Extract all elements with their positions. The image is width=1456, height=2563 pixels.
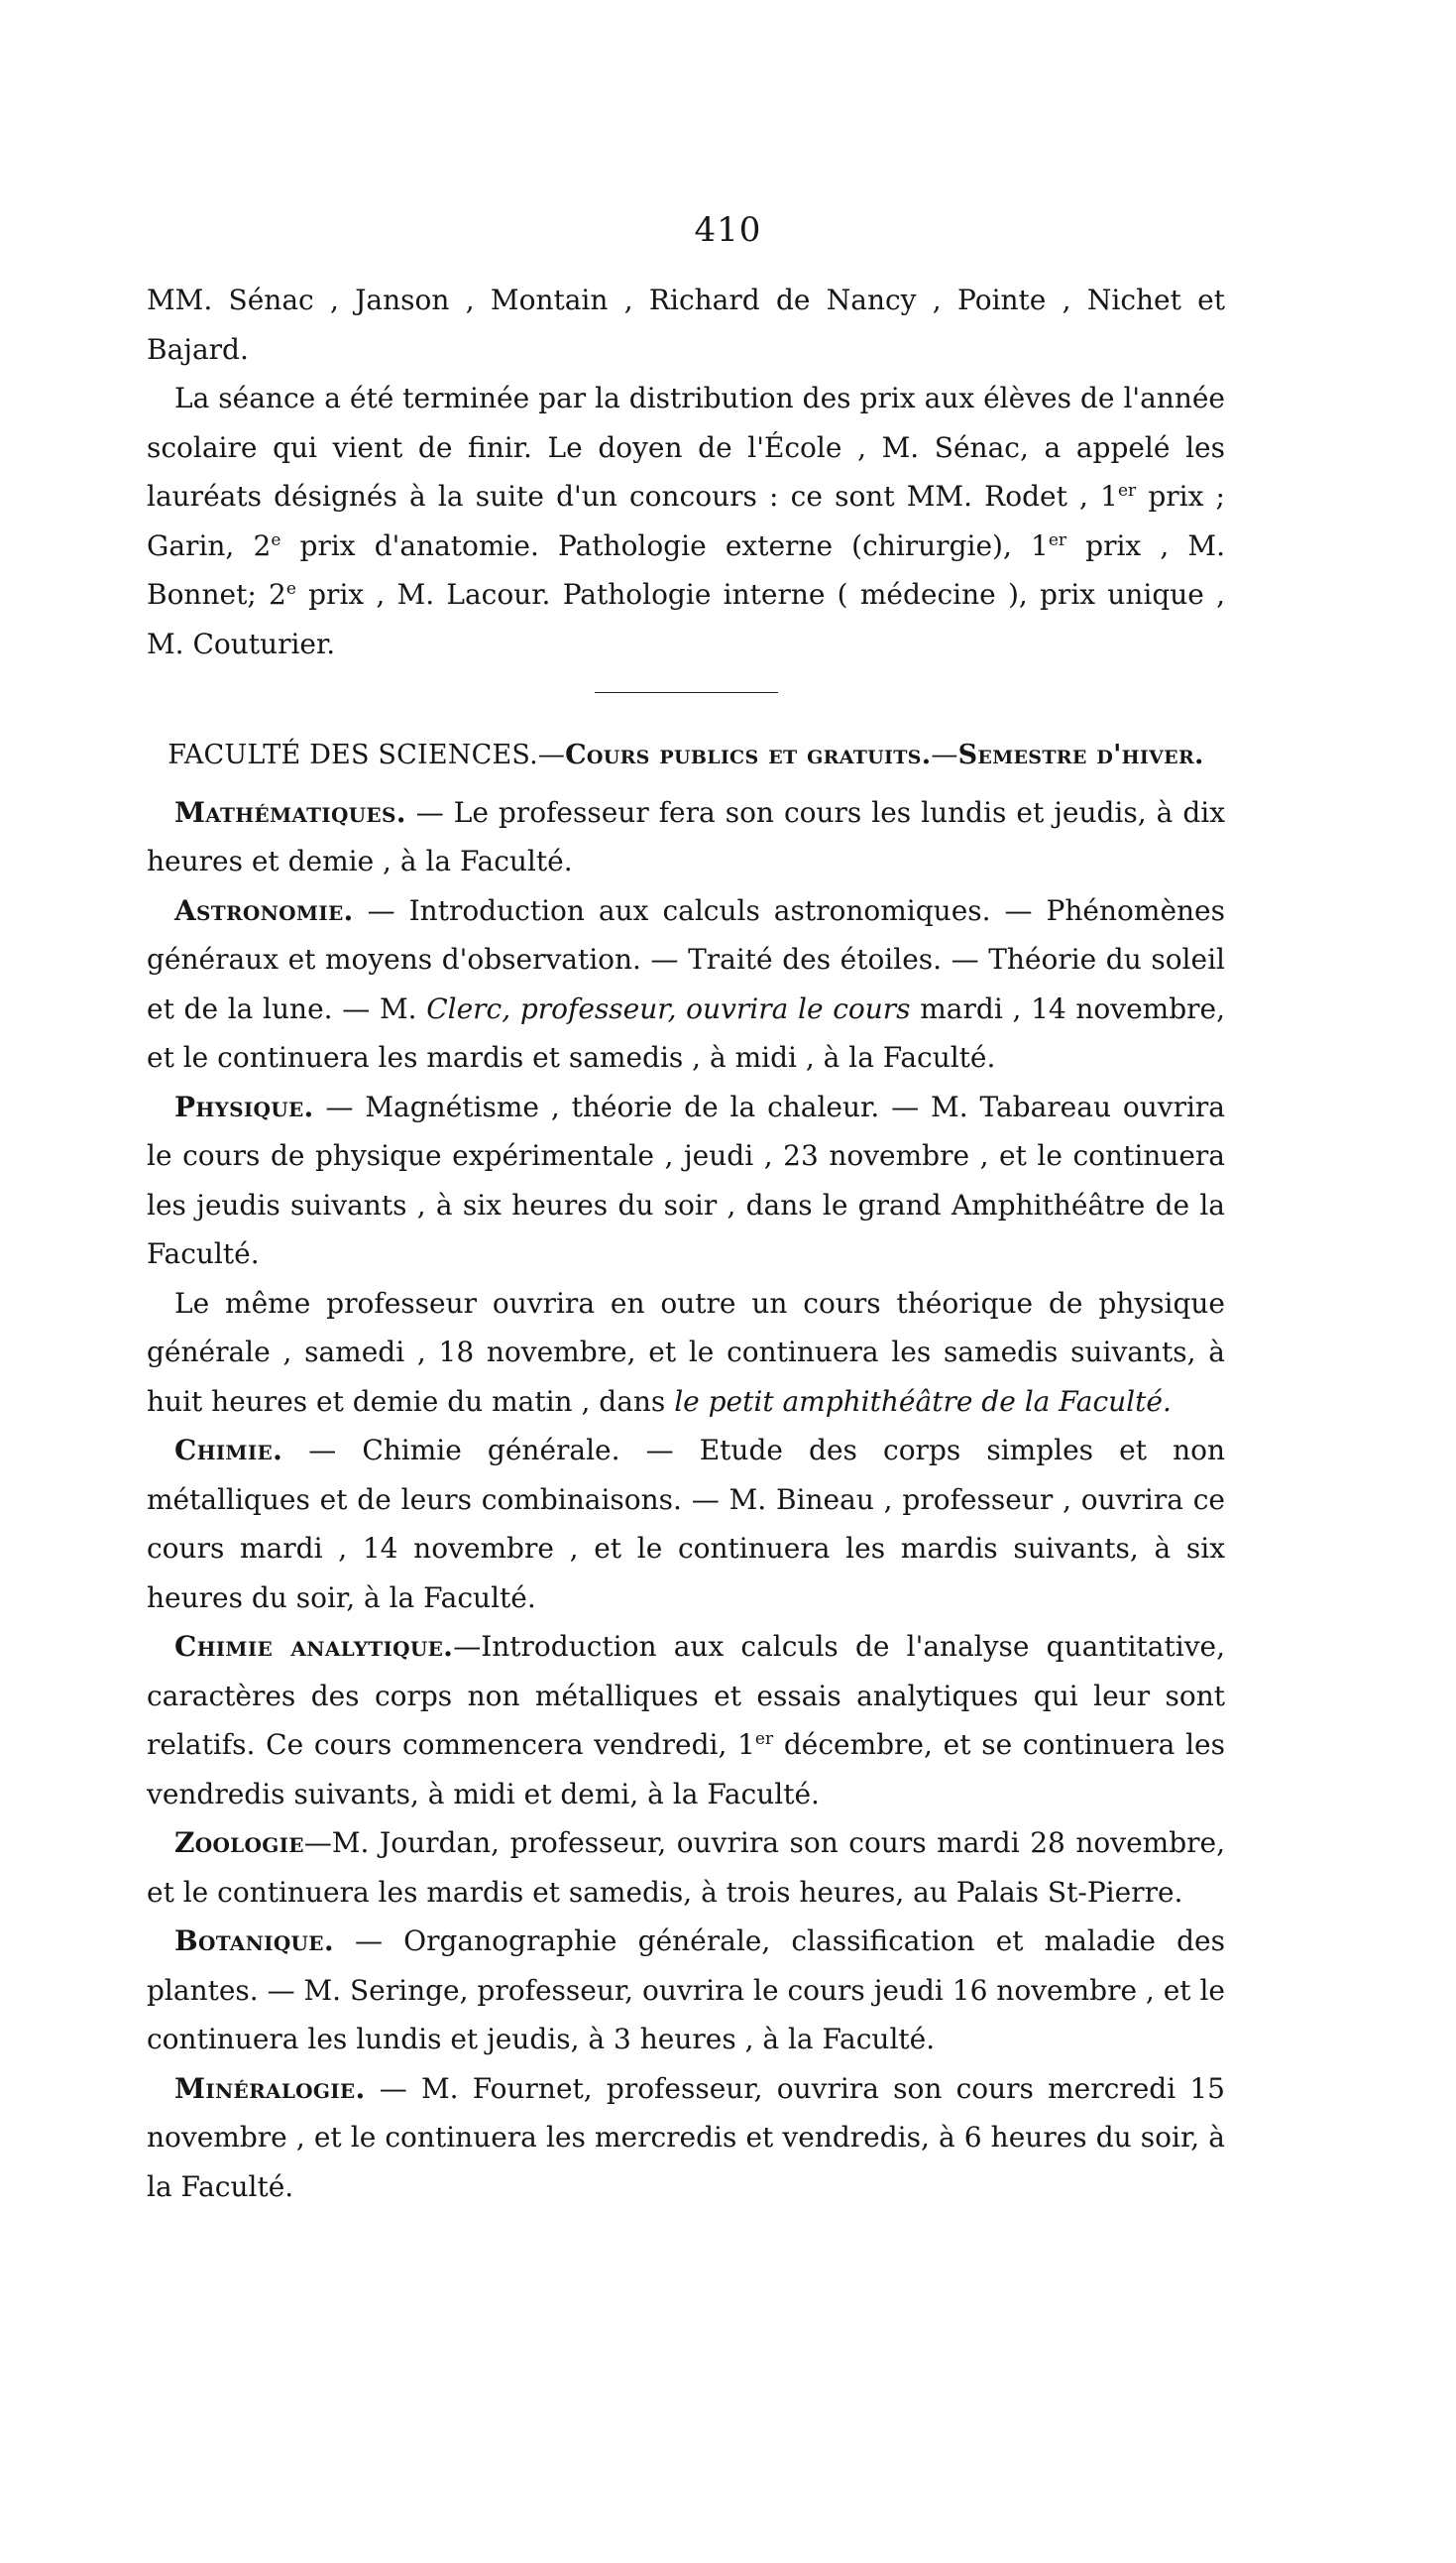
ordinal-superscript: e [271,529,281,550]
section-label-astronomy: Astronomie. [174,893,354,927]
chemistry-paragraph [147,1426,1225,1622]
mathematics-text: — Le professeur fera son cours les lundis et jeudis, à dix heures et demie , à la Faculté. [147,795,1225,877]
mineralogy-paragraph [147,2064,1225,2212]
section-label-botany: Botanique. [174,1924,334,1957]
analytical-chemistry-paragraph [147,1622,1225,1818]
astronomy-text-2: mardi , 14 novembre, et le continuera les mardis et samedis , à midi , à la Faculté. [147,991,1225,1074]
ceremony-text-3: prix d'anatomie. Pathologie externe (chirurgie), 1 [280,528,1049,562]
analytical-chemistry-text-1: —Introduction aux calculs de l'analyse quantitative, caractères des corps non métalliques et essais analytiques qui leur sont relatifs. Ce cours commencera vendredi, 1 [147,1630,1225,1761]
astronomy-italic: Clerc, professeur, ouvrira le cours [426,991,911,1025]
physics-text: — Magnétisme , théorie de la chaleur. — M. Tabareau ouvrira le cours de physique expérimentale , jeudi , 23 novembre , et le continuera les jeudis suivants , à six heures du soir , dans le grand Amphithéâtre de la Faculté. [147,1090,1225,1270]
heading-dash: — [537,740,566,770]
faculty-heading [147,731,1225,780]
zoology-text: —M. Jourdan, professeur, ouvrira son cours mardi 28 novembre, et le continuera les mardis et samedis, à trois heures, au Palais St-Pierre. [147,1826,1225,1909]
section-label-zoology: Zoologie [174,1826,304,1859]
mathematics-paragraph [147,788,1225,886]
section-label-mineralogy: Minéralogie. [174,2071,366,2105]
section-label-chemistry: Chimie. [174,1434,283,1466]
ceremony-text-2: prix ; Garin, 2 [147,480,1225,562]
chemistry-text: — Chimie générale. — Etude des corps simples et non métalliques et de leurs combinaisons. — M. Bineau , professeur , ouvrira ce cours mardi , 14 novembre , et le continuera les mardis suivants, à six heures du soir, à la Faculté. [147,1434,1225,1614]
physics-theory-text: Le même professeur ouvrira en outre un cours théorique de physique générale , samedi , 18 novembre, et le continuera les samedis suivants, à huit heures et demie du matin , dans [147,1286,1225,1418]
physics-theory-paragraph [147,1279,1225,1427]
physics-theory-italic: le petit amphithéâtre de la Faculté. [674,1384,1172,1418]
botany-paragraph [147,1917,1225,2064]
ordinal-superscript: er [1048,529,1067,550]
ceremony-paragraph [147,374,1225,668]
ceremony-text-5: prix , M. Lacour. Pathologie interne ( médecine ), prix unique , M. Couturier. [147,578,1225,660]
medicine-section [147,276,1225,2211]
heading-dash: — [931,740,958,770]
ordinal-superscript: er [754,1729,774,1749]
physics-paragraph [147,1083,1225,1279]
section-label-mathematics: Mathématiques. [174,795,406,829]
continuation-paragraph: MM. Sénac , Janson , Montain , Richard de Nancy , Pointe , Nichet et Bajard. [147,284,1225,366]
ceremony-text-4: prix , M. Bonnet; 2 [147,528,1226,611]
courses-label: Cours publics et gratuits. [565,740,932,770]
section-label-physics: Physique. [174,1090,314,1123]
ordinal-superscript: er [1117,481,1137,501]
section-label-analytical-chemistry: Chimie analytique. [174,1630,454,1663]
astronomy-paragraph [147,886,1225,1083]
faculty-name: FACULTÉ DES SCIENCES. [168,740,538,770]
mineralogy-text: — M. Fournet, professeur, ouvrira son cours mercredi 15 novembre , et le continuera les mercredis et vendredis, à 6 heures du soir, à la Faculté. [147,2071,1225,2203]
ceremony-text-1: La séance a été terminée par la distribution des prix aux élèves de l'année scolaire qui vient de finir. Le doyen de l'École , M. Sénac, a appelé les lauréats désignés à la suite d'un concours : ce sont MM. Rodet , 1 [147,382,1225,513]
zoology-paragraph [147,1818,1225,1917]
semester-label: Semestre d'hiver. [957,740,1204,770]
astronomy-text-1: — Introduction aux calculs astronomiques. — Phénomènes généraux et moyens d'observation. — Traité des étoiles. — Théorie du soleil et de la lune. — M. [147,893,1225,1025]
ordinal-superscript: e [285,579,296,599]
page-number: 410 [694,210,762,250]
analytical-chemistry-text-2: décembre, et se continuera les vendredis suivants, à midi et demi, à la Faculté. [147,1728,1225,1810]
botany-text: — Organographie générale, classification et maladie des plantes. — M. Seringe, professeur, ouvrira le cours jeudi 16 novembre , et le continuera les lundis et jeudis, à 3 heures , à la Faculté. [147,1924,1225,2055]
section-divider [595,692,778,693]
